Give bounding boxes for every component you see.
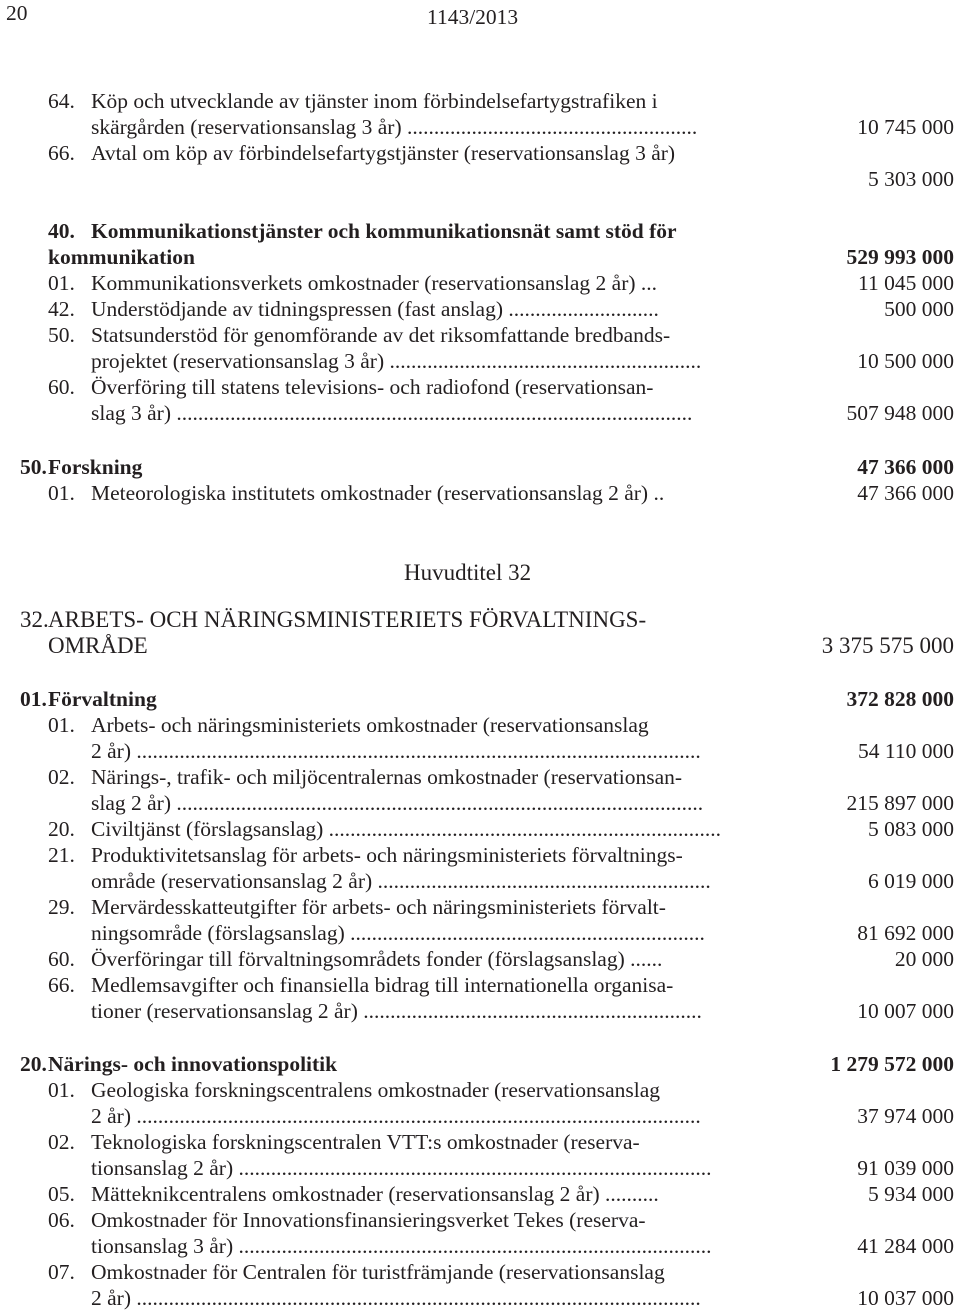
section-code: 40. [48,219,75,243]
item-text: projektet (reservationsanslag 3 år) .......................................................... [91,349,702,373]
item-text: Civiltjänst (förslagsanslag) ......................................................................... [91,817,722,841]
item-code: 01. [48,713,75,737]
section-amount: 372 828 000 [846,687,954,711]
item-text: Geologiska forskningscentralens omkostnader (reservationsanslag [91,1078,660,1102]
item-amount: 10 745 000 [857,115,954,139]
item-code: 60. [48,375,75,399]
item-text: skärgården (reservationsanslag 3 år) ...................................................... [91,115,698,139]
section-amount: 47 366 000 [857,455,954,479]
item-code: 21. [48,843,75,867]
item-code: 66. [48,141,75,165]
item-text: slag 3 år) ................................................................................................ [91,401,693,425]
item-code: 02. [48,765,75,789]
item-amount: 10 007 000 [857,999,954,1023]
item-text: Statsunderstöd för genomförande av det riksomfattande bredbands- [91,323,671,347]
item-text: Produktivitetsanslag för arbets- och näringsministeriets förvaltnings- [91,843,683,867]
item-text: Omkostnader för Centralen för turistfrämjande (reservationsanslag [91,1260,665,1284]
item-text: Understödjande av tidningspressen (fast anslag) ............................ [91,297,659,321]
item-code: 66. [48,973,75,997]
item-amount: 11 045 000 [858,271,954,295]
main-title-name: OMRÅDE [48,633,148,658]
item-code: 20. [48,817,75,841]
item-amount: 54 110 000 [858,739,954,763]
item-amount: 5 934 000 [868,1182,954,1206]
item-code: 42. [48,297,75,321]
section-title: kommunikation [48,245,195,269]
item-text: tionsanslag 3 år) ........................................................................................ [91,1234,712,1258]
item-text: slag 2 år) .................................................................................................. [91,791,704,815]
item-text: Närings-, trafik- och miljöcentralernas omkostnader (reservationsan- [91,765,683,789]
section-code: 50. [20,455,47,479]
item-text: område (reservationsanslag 2 år) .............................................................. [91,869,711,893]
item-amount: 91 039 000 [857,1156,954,1180]
main-title-name: ARBETS- OCH NÄRINGSMINISTERIETS FÖRVALTNINGS- [48,607,647,632]
item-code: 01. [48,481,75,505]
document-reference: 1143/2013 [427,5,519,29]
main-title-heading: Huvudtitel 32 [404,560,532,585]
item-amount: 5 303 000 [868,167,954,191]
item-amount: 215 897 000 [846,791,954,815]
section-title: Kommunikationstjänster och kommunikationsnät samt stöd för [91,219,677,243]
item-text: Överföring till statens televisions- och radiofond (reservationsan- [91,375,654,399]
item-amount: 10 037 000 [857,1286,954,1310]
item-amount: 6 019 000 [868,869,954,893]
main-title-code: 32. [20,607,49,632]
item-amount: 507 948 000 [846,401,954,425]
item-amount: 10 500 000 [857,349,954,373]
item-text: Medlemsavgifter och finansiella bidrag till internationella organisa- [91,973,674,997]
item-code: 06. [48,1208,75,1232]
section-title: Forskning [48,455,143,479]
item-text: 2 år) ......................................................................................................... [91,739,701,763]
item-text: Arbets- och näringsministeriets omkostnader (reservationsanslag [91,713,649,737]
section-amount: 529 993 000 [846,245,954,269]
item-code: 07. [48,1260,75,1284]
item-text: Teknologiska forskningscentralen VTT:s omkostnader (reserva- [91,1130,640,1154]
item-text: Köp och utvecklande av tjänster inom förbindelsefartygstrafiken i [91,89,658,113]
item-amount: 20 000 [894,947,954,971]
item-text: Mervärdesskatteutgifter för arbets- och näringsministeriets förvalt- [91,895,666,919]
item-text: Meteorologiska institutets omkostnader (reservationsanslag 2 år) .. [91,481,665,505]
item-text: Mätteknikcentralens omkostnader (reservationsanslag 2 år) .......... [91,1182,659,1206]
section-title: Förvaltning [48,687,157,711]
section-title: Närings- och innovationspolitik [48,1052,338,1076]
item-code: 01. [48,1078,75,1102]
item-amount: 5 083 000 [868,817,954,841]
item-code: 60. [48,947,75,971]
section-code: 01. [20,687,47,711]
section-code: 20. [20,1052,47,1076]
section-amount: 1 279 572 000 [830,1052,954,1076]
item-code: 29. [48,895,75,919]
item-text: Kommunikationsverkets omkostnader (reservationsanslag 2 år) ... [91,271,658,295]
item-text: 2 år) ......................................................................................................... [91,1104,701,1128]
item-code: 01. [48,271,75,295]
item-code: 05. [48,1182,75,1206]
item-code: 64. [48,89,75,113]
item-amount: 81 692 000 [857,921,954,945]
item-amount: 500 000 [884,297,954,321]
item-text: 2 år) ......................................................................................................... [91,1286,701,1310]
item-amount: 41 284 000 [857,1234,954,1258]
item-text: Omkostnader för Innovationsfinansieringsverket Tekes (reserva- [91,1208,646,1232]
page-number: 20 [6,1,28,25]
item-amount: 37 974 000 [857,1104,954,1128]
item-text: tionsanslag 2 år) ........................................................................................ [91,1156,712,1180]
item-text: Överföringar till förvaltningsområdets fonder (förslagsanslag) ...... [91,947,663,971]
item-text: ningsområde (förslagsanslag) .................................................................. [91,921,705,945]
main-title-amount: 3 375 575 000 [821,633,954,658]
item-code: 50. [48,323,75,347]
item-amount: 47 366 000 [857,481,954,505]
item-code: 02. [48,1130,75,1154]
item-text: Avtal om köp av förbindelsefartygstjänster (reservationsanslag 3 år) [91,141,676,165]
item-text: tioner (reservationsanslag 2 år) ............................................................... [91,999,702,1023]
